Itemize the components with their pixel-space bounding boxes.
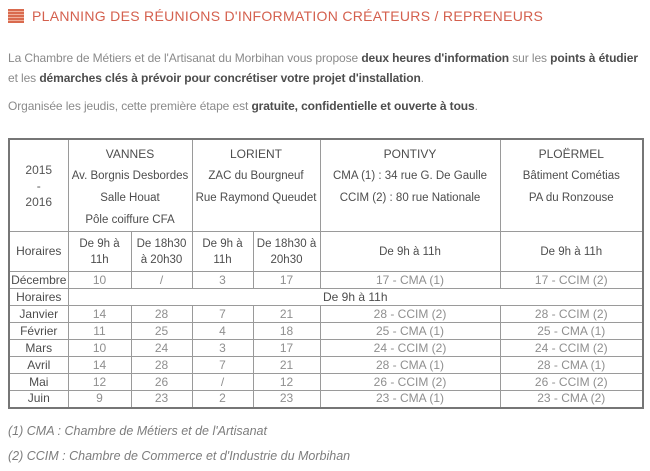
- month-label: Juin: [9, 391, 68, 408]
- location-header-lorient: [192, 139, 320, 232]
- date-cell: 17: [253, 272, 320, 289]
- hours-lorient-morning: De 9h à 11h: [192, 232, 253, 272]
- year-line: -: [36, 178, 41, 193]
- date-cell: 3: [192, 340, 253, 357]
- hours-header-row: [9, 232, 643, 272]
- footnote-cma: (1) CMA : Chambre de Métiers et de l'Artisanat: [8, 423, 267, 438]
- location-name: PONTIVY: [383, 147, 437, 161]
- date-cell: 10: [68, 272, 131, 289]
- list-icon: [8, 9, 24, 23]
- location-address: CCIM (2) : 80 rue Nationale: [339, 192, 481, 204]
- date-cell: 28 - CMA (1): [320, 357, 500, 374]
- table-row-avril: [9, 357, 643, 374]
- table-row-fevrier: [9, 323, 643, 340]
- date-cell: 7: [192, 357, 253, 374]
- date-cell: 10: [68, 340, 131, 357]
- date-cell: 28: [131, 306, 192, 323]
- month-label: Décembre: [9, 272, 68, 289]
- hours-vannes-evening: De 18h30 à 20h30: [131, 232, 192, 272]
- date-cell: 18: [253, 323, 320, 340]
- year-line: 2016: [25, 194, 53, 209]
- hours-vannes-morning: De 9h à 11h: [68, 232, 131, 272]
- planning-table: [8, 138, 644, 409]
- date-cell: 23 - CMA (2): [500, 391, 643, 408]
- hours-merged-value: De 9h à 11h: [68, 289, 643, 306]
- location-header-pontivy: [320, 139, 500, 232]
- hours-label: Horaires: [9, 289, 68, 306]
- location-address: PA du Ronzouse: [528, 192, 614, 204]
- date-cell: 28 - CCIM (2): [320, 306, 500, 323]
- location-name: VANNES: [105, 147, 155, 161]
- date-cell: 4: [192, 323, 253, 340]
- date-cell: 7: [192, 306, 253, 323]
- location-address: Rue Raymond Queudet: [195, 192, 317, 204]
- table-row-mai: [9, 374, 643, 391]
- page-title: PLANNING DES RÉUNIONS D'INFORMATION CRÉATEURS / REPRENEURS: [32, 8, 544, 24]
- date-cell: /: [131, 272, 192, 289]
- location-name: LORIENT: [230, 147, 283, 161]
- date-cell: 23: [253, 391, 320, 408]
- date-cell: 21: [253, 357, 320, 374]
- date-cell: 17 - CMA (1): [320, 272, 500, 289]
- location-header-ploermel: [500, 139, 643, 232]
- year-cell: [9, 139, 68, 232]
- location-address: Salle Houat: [100, 192, 160, 204]
- date-cell: 12: [68, 374, 131, 391]
- date-cell: 23 - CMA (1): [320, 391, 500, 408]
- hours-lorient-evening: De 18h30 à 20h30: [253, 232, 320, 272]
- intro-text: [0, 48, 650, 116]
- date-cell: 26: [131, 374, 192, 391]
- date-cell: 28: [131, 357, 192, 374]
- date-cell: 25 - CMA (1): [320, 323, 500, 340]
- page: [0, 8, 650, 471]
- date-cell: 24: [131, 340, 192, 357]
- intro-paragraph-2: Organisée les jeudis, cette première étape est gratuite, confidentielle et ouverte à tous.: [8, 99, 478, 113]
- hours-ploermel: De 9h à 11h: [500, 232, 643, 272]
- location-name: PLOËRMEL: [538, 147, 604, 161]
- date-cell: 9: [68, 391, 131, 408]
- date-cell: 28 - CCIM (2): [500, 306, 643, 323]
- hours-pontivy: De 9h à 11h: [320, 232, 500, 272]
- location-address: Av. Borgnis Desbordes: [71, 170, 189, 182]
- date-cell: 25 - CMA (1): [500, 323, 643, 340]
- table-row-decembre: [9, 272, 643, 289]
- date-cell: 11: [68, 323, 131, 340]
- table-row-janvier: [9, 306, 643, 323]
- location-address: ZAC du Bourgneuf: [208, 170, 304, 182]
- date-cell: 21: [253, 306, 320, 323]
- date-cell: 24 - CCIM (2): [320, 340, 500, 357]
- month-label: Février: [9, 323, 68, 340]
- page-header: [8, 8, 642, 24]
- date-cell: 3: [192, 272, 253, 289]
- intro-paragraph-1: La Chambre de Métiers et de l'Artisanat du Morbihan vous propose deux heures d'information sur les points à étudier et les démarches clés à prévoir pour concrétiser votre projet d'installation.: [8, 51, 638, 85]
- date-cell: 14: [68, 306, 131, 323]
- month-label: Mai: [9, 374, 68, 391]
- date-cell: 26 - CCIM (2): [500, 374, 643, 391]
- hours-label: Horaires: [9, 232, 68, 272]
- date-cell: 24 - CCIM (2): [500, 340, 643, 357]
- hours-row-2: [9, 289, 643, 306]
- location-address: Bâtiment Cométias: [522, 170, 620, 182]
- date-cell: 28 - CMA (1): [500, 357, 643, 374]
- location-address: CMA (1) : 34 rue G. De Gaulle: [332, 170, 488, 182]
- month-label: Janvier: [9, 306, 68, 323]
- table-row-juin: [9, 391, 643, 408]
- footnote-ccim: (2) CCIM : Chambre de Commerce et d'Industrie du Morbihan: [8, 448, 351, 463]
- location-address: Pôle coiffure CFA: [85, 214, 175, 226]
- date-cell: 12: [253, 374, 320, 391]
- date-cell: /: [192, 374, 253, 391]
- table-row-mars: [9, 340, 643, 357]
- date-cell: 23: [131, 391, 192, 408]
- month-label: Mars: [9, 340, 68, 357]
- date-cell: 2: [192, 391, 253, 408]
- table-header-row: [9, 139, 643, 232]
- year-line: 2015: [25, 162, 53, 177]
- date-cell: 26 - CCIM (2): [320, 374, 500, 391]
- location-header-vannes: [68, 139, 192, 232]
- date-cell: 17 - CCIM (2): [500, 272, 643, 289]
- date-cell: 17: [253, 340, 320, 357]
- date-cell: 25: [131, 323, 192, 340]
- month-label: Avril: [9, 357, 68, 374]
- date-cell: 14: [68, 357, 131, 374]
